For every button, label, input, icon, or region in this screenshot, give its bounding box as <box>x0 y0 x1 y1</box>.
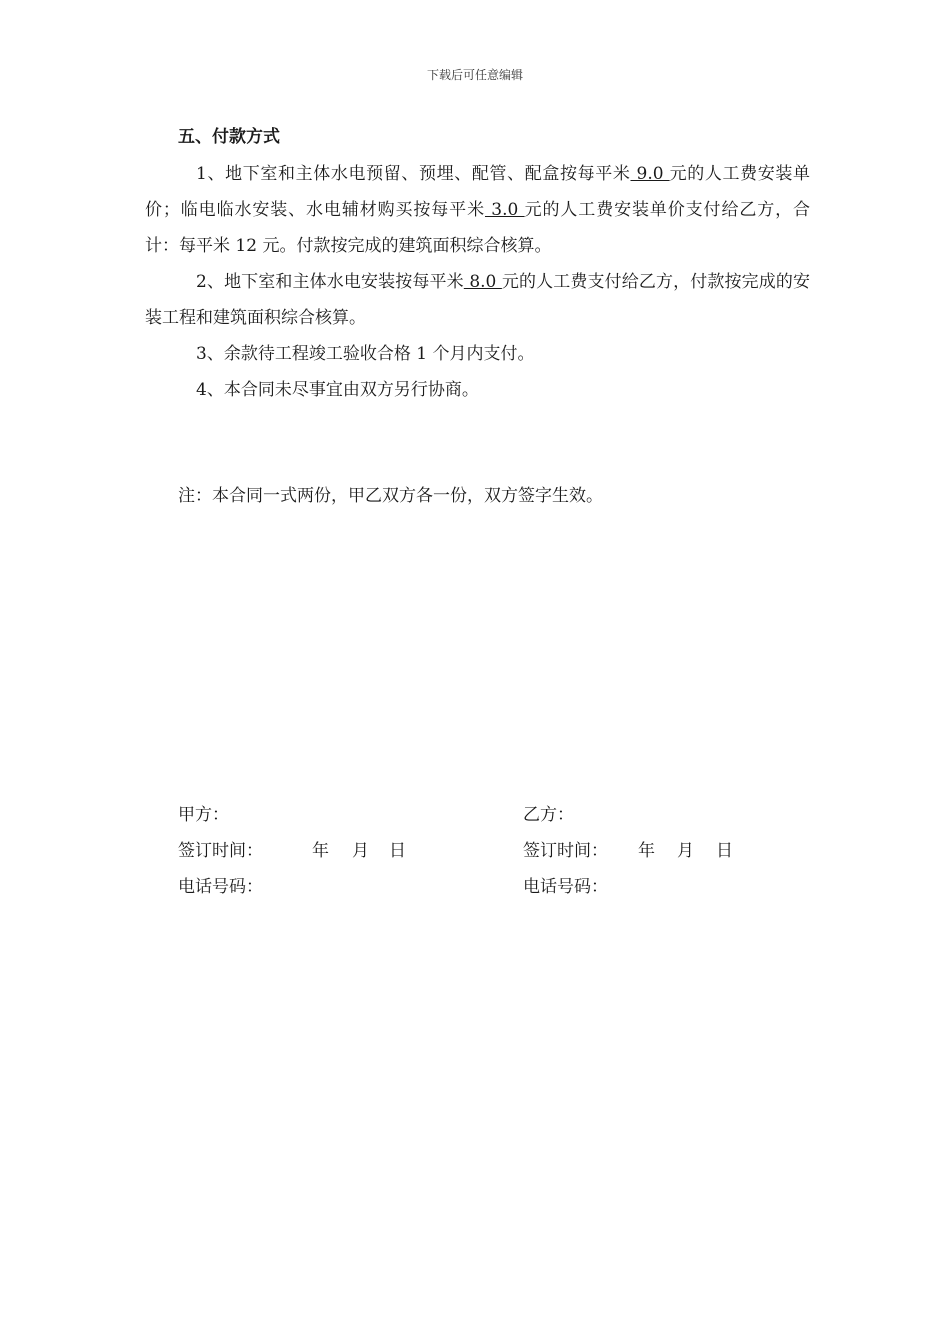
party-a-signature-block <box>178 797 406 905</box>
party-a-name-label: 甲方： <box>178 805 229 825</box>
party-a-phone-label: 电话号码： <box>178 877 263 897</box>
party-a-day: 日 <box>389 841 406 861</box>
party-a-month: 月 <box>352 841 369 861</box>
party-b-phone-label: 电话号码： <box>523 877 608 897</box>
section-title: 五、付款方式 <box>178 127 280 147</box>
clause-1 <box>145 156 810 264</box>
party-b-date-row <box>523 833 733 869</box>
clause-2-text-b: 元的人工费支付给乙方，付款按完成的安装工程和建筑面积综合核算。 <box>145 272 810 328</box>
clause-3: 3、余款待工程竣工验收合格 1 个月内支付。 <box>196 344 535 364</box>
clause-2-text-a: 2、地下室和主体水电安装按每平米 <box>196 272 464 292</box>
party-b-month: 月 <box>677 841 694 861</box>
party-b-year: 年 <box>638 841 655 861</box>
clause-1-text-a: 1、地下室和主体水电预留、预埋、配管、配盒按每平米 <box>196 164 631 184</box>
clause-1-value-1: 9.0 <box>630 164 670 184</box>
clause-4: 4、本合同未尽事宜由双方另行协商。 <box>196 380 479 400</box>
clause-1-text-c: 元的人工费安装单价支付给乙方，合计：每平米 12 元。付款按完成的建筑面积综合核算。 <box>145 200 811 256</box>
party-a-year: 年 <box>312 841 329 861</box>
party-b-name-label: 乙方： <box>523 805 574 825</box>
clause-2-value-1: 8.0 <box>463 272 502 292</box>
party-b-signature-block <box>523 797 733 905</box>
page-header: 下载后可任意编辑 <box>426 68 523 82</box>
clause-2 <box>145 264 810 336</box>
party-b-day: 日 <box>716 841 733 861</box>
contract-note: 注：本合同一式两份，甲乙双方各一份，双方签字生效。 <box>178 486 603 506</box>
party-a-date-label: 签订时间： <box>178 841 263 861</box>
party-a-date-row <box>178 833 406 869</box>
clause-1-value-2: 3.0 <box>484 200 525 220</box>
clause-1-text-b: 元的人工费安装单价；临电临水安装、水电辅材购买按每平米 <box>145 164 811 220</box>
party-b-date-label: 签订时间： <box>523 841 608 861</box>
contract-body <box>145 118 810 408</box>
